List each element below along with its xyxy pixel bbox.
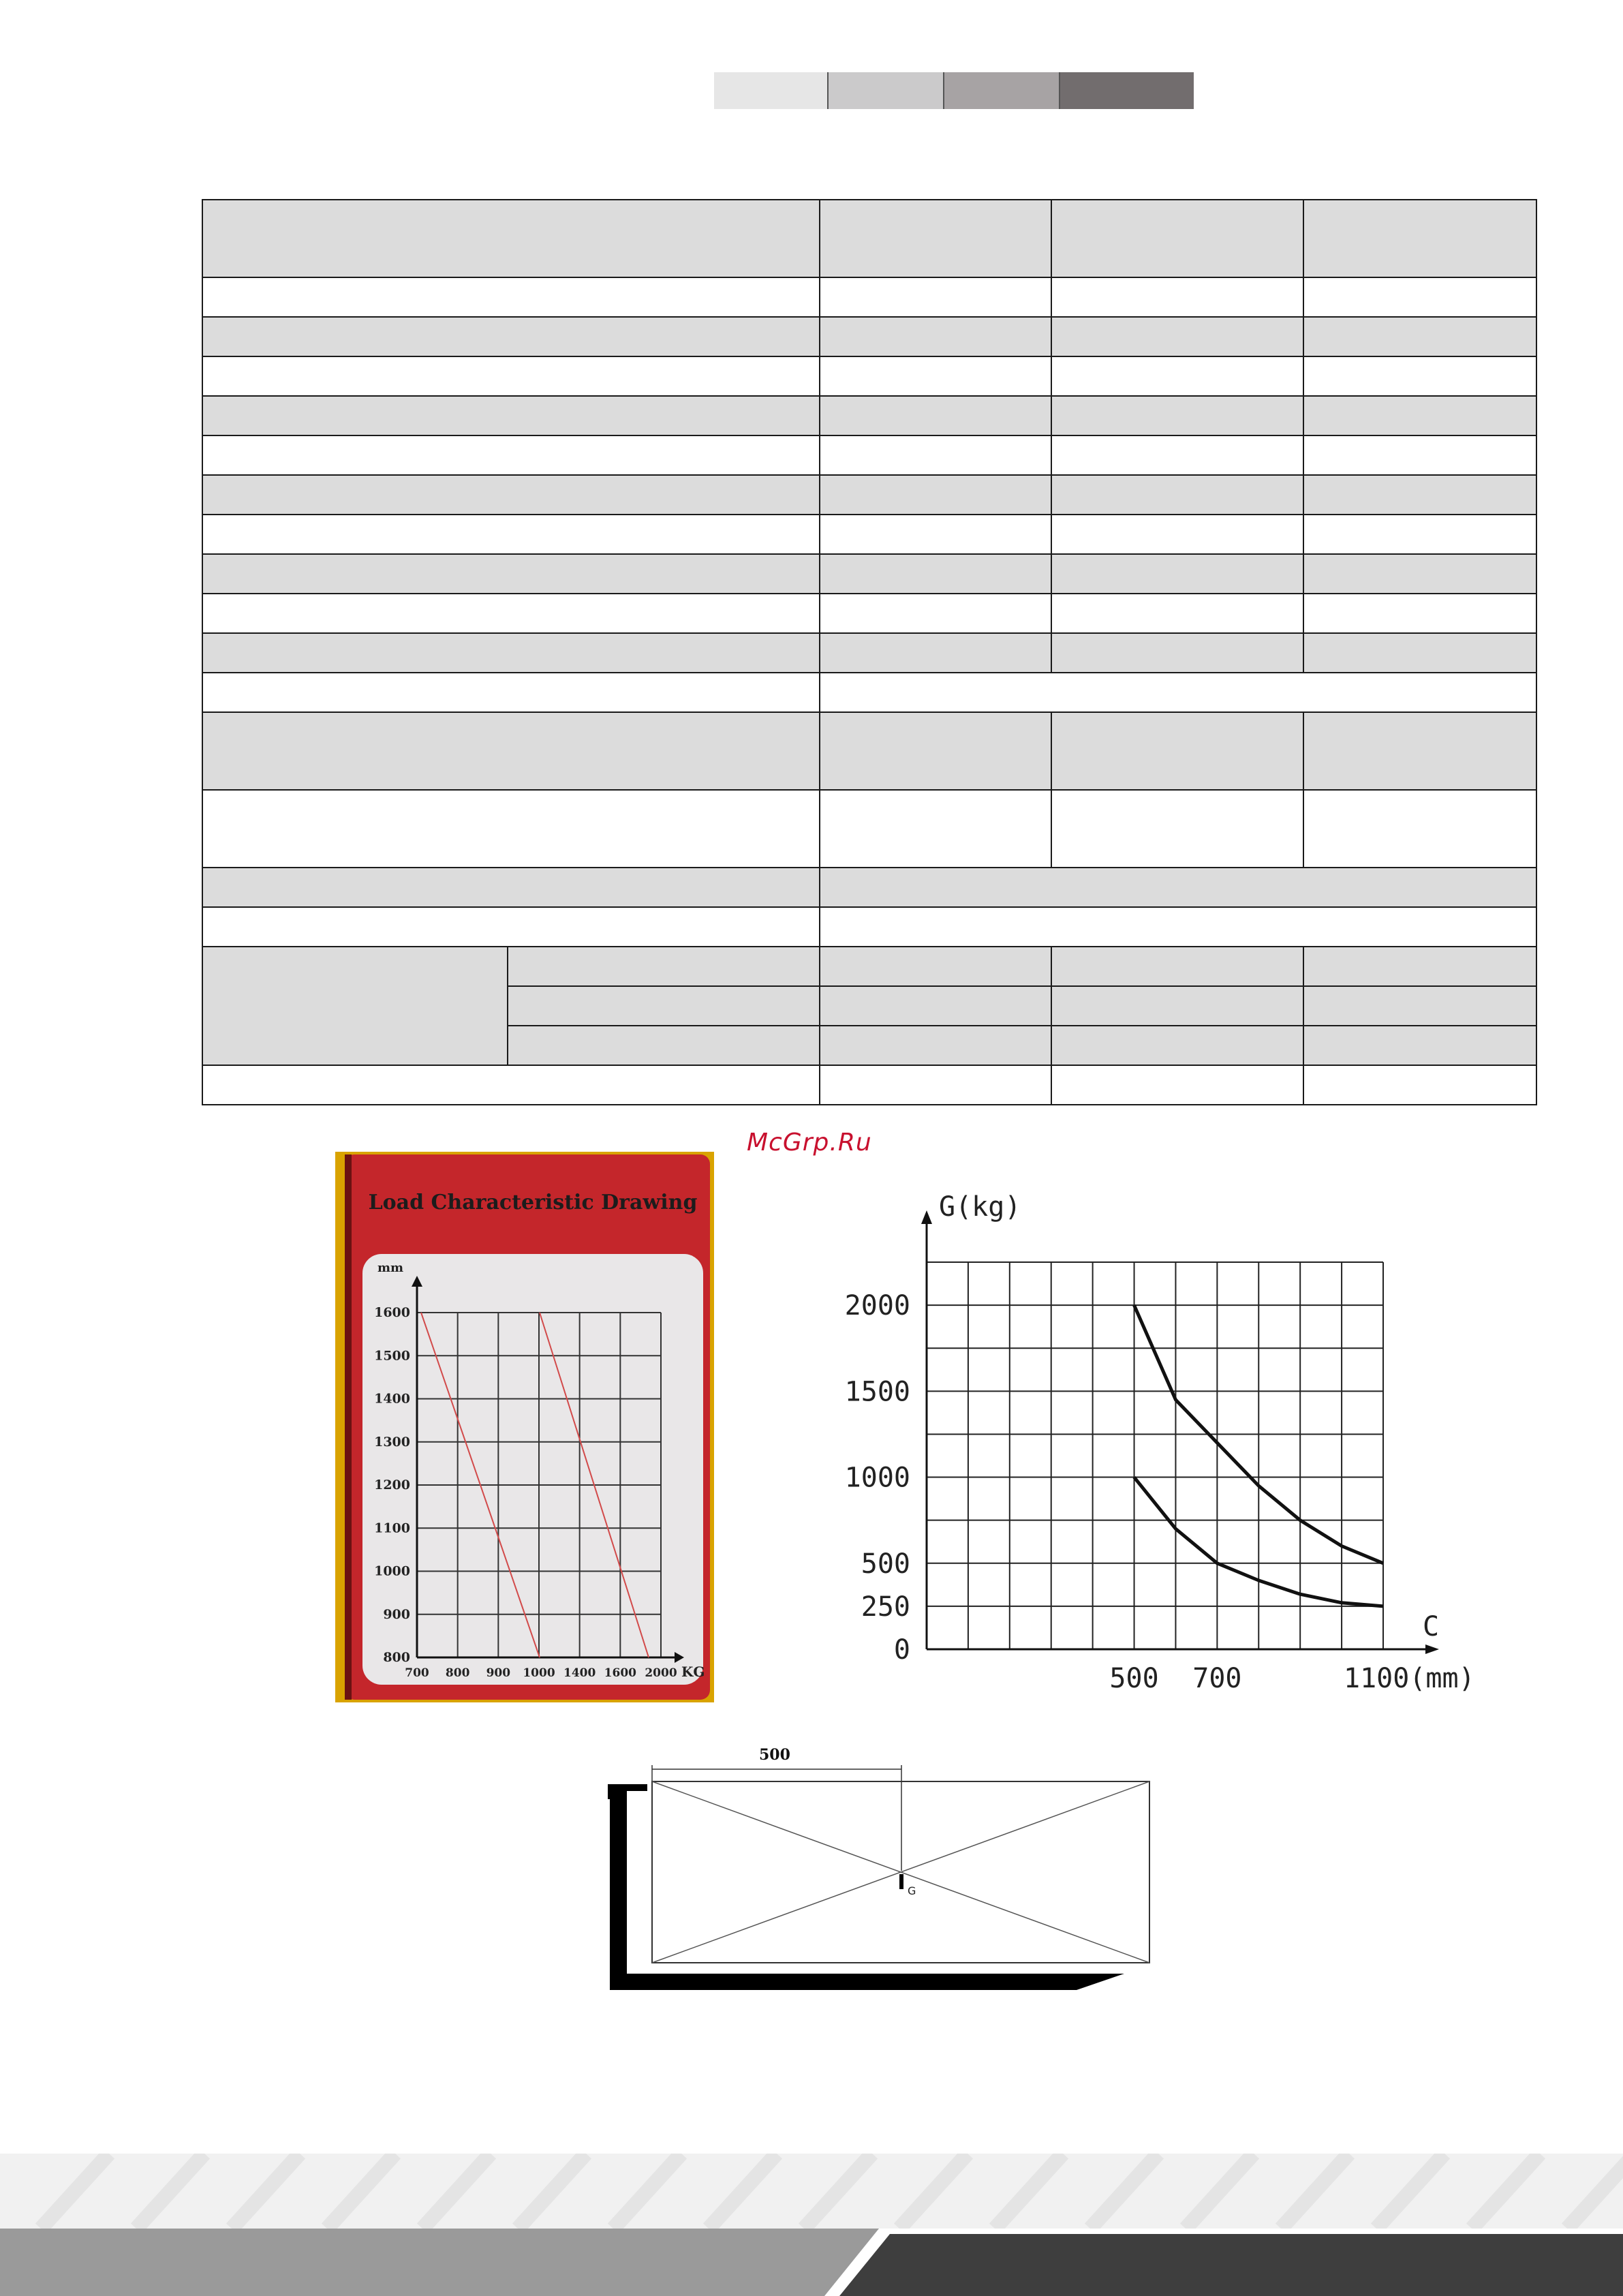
swatch-3 (944, 72, 1060, 109)
load-chart (838, 1186, 1492, 1711)
y-tick-label: 1000 (844, 1462, 910, 1494)
chart-grid (927, 1262, 1383, 1649)
table-row (202, 594, 1536, 633)
plate-y-tick: 1500 (374, 1348, 410, 1364)
y-tick-label: 2000 (844, 1290, 910, 1322)
plate-y-tick: 1200 (374, 1478, 410, 1493)
plate-y-tick: 1300 (374, 1434, 410, 1450)
swatch-4 (1060, 72, 1194, 109)
dimension-label: 500 (759, 1746, 790, 1764)
table-row (202, 200, 1536, 277)
plate-x-tick: 1400 (563, 1666, 596, 1680)
y-tick-label: 250 (861, 1591, 910, 1623)
plate-panel (362, 1254, 703, 1685)
table-row (202, 790, 1536, 868)
y-tick-label: 1500 (844, 1376, 910, 1408)
load-center-diagram (600, 1731, 1158, 1997)
table-row (202, 435, 1536, 475)
table-row (202, 515, 1536, 554)
plate-y-tick: 1100 (374, 1520, 410, 1536)
table-row (202, 1065, 1536, 1105)
plate-y-tick: 1400 (374, 1391, 410, 1407)
plate-y-tick: 1600 (374, 1305, 410, 1320)
plate-x-tick: 800 (445, 1666, 470, 1680)
y-tick-label: 0 (893, 1634, 910, 1666)
footer-band (0, 2154, 1623, 2296)
x-tick-label: 700 (1192, 1663, 1242, 1694)
table-row (202, 356, 1536, 396)
x-axis-label: C (1423, 1611, 1440, 1642)
x-unit-label: 1100(mm) (1344, 1663, 1475, 1694)
plate-y-tick: 800 (383, 1650, 410, 1665)
plate-y-tick: 900 (383, 1606, 410, 1622)
table-row (202, 868, 1536, 907)
table-row (202, 554, 1536, 594)
table-row (202, 673, 1536, 712)
table-row (202, 475, 1536, 515)
table-row (202, 907, 1536, 947)
plate-x-tick: 1600 (604, 1666, 636, 1680)
plate-x-tick: 1000 (523, 1666, 555, 1680)
center-label: G (908, 1884, 916, 1897)
plate-x-tick: 2000 (645, 1666, 677, 1680)
plate-x-unit: KG (681, 1664, 705, 1680)
table-row (202, 712, 1536, 790)
fork-silhouette (608, 1784, 1124, 1990)
x-tick-label: 500 (1109, 1663, 1159, 1694)
swatch-2 (829, 72, 944, 109)
center-mark (899, 1874, 903, 1889)
plate-y-tick: 1000 (374, 1563, 410, 1579)
footer-dark (839, 2234, 1623, 2296)
color-swatch-strip (714, 72, 1194, 109)
plate-y-unit: mm (377, 1261, 404, 1275)
table-row (202, 633, 1536, 673)
table-row (202, 396, 1536, 435)
watermark: McGrp.Ru (747, 1129, 872, 1157)
y-axis-label: G(kg) (939, 1191, 1021, 1223)
plate-x-tick: 700 (405, 1666, 429, 1680)
spec-table (202, 199, 1537, 1105)
swatch-1 (714, 72, 829, 109)
load-plate-photo (335, 1152, 714, 1702)
plate-x-tick: 900 (486, 1666, 511, 1680)
plate-title: Load Characteristic Drawing (368, 1191, 698, 1214)
table-row (202, 947, 1536, 986)
y-tick-label: 500 (861, 1548, 910, 1580)
table-row (202, 317, 1536, 356)
table-row (202, 277, 1536, 317)
